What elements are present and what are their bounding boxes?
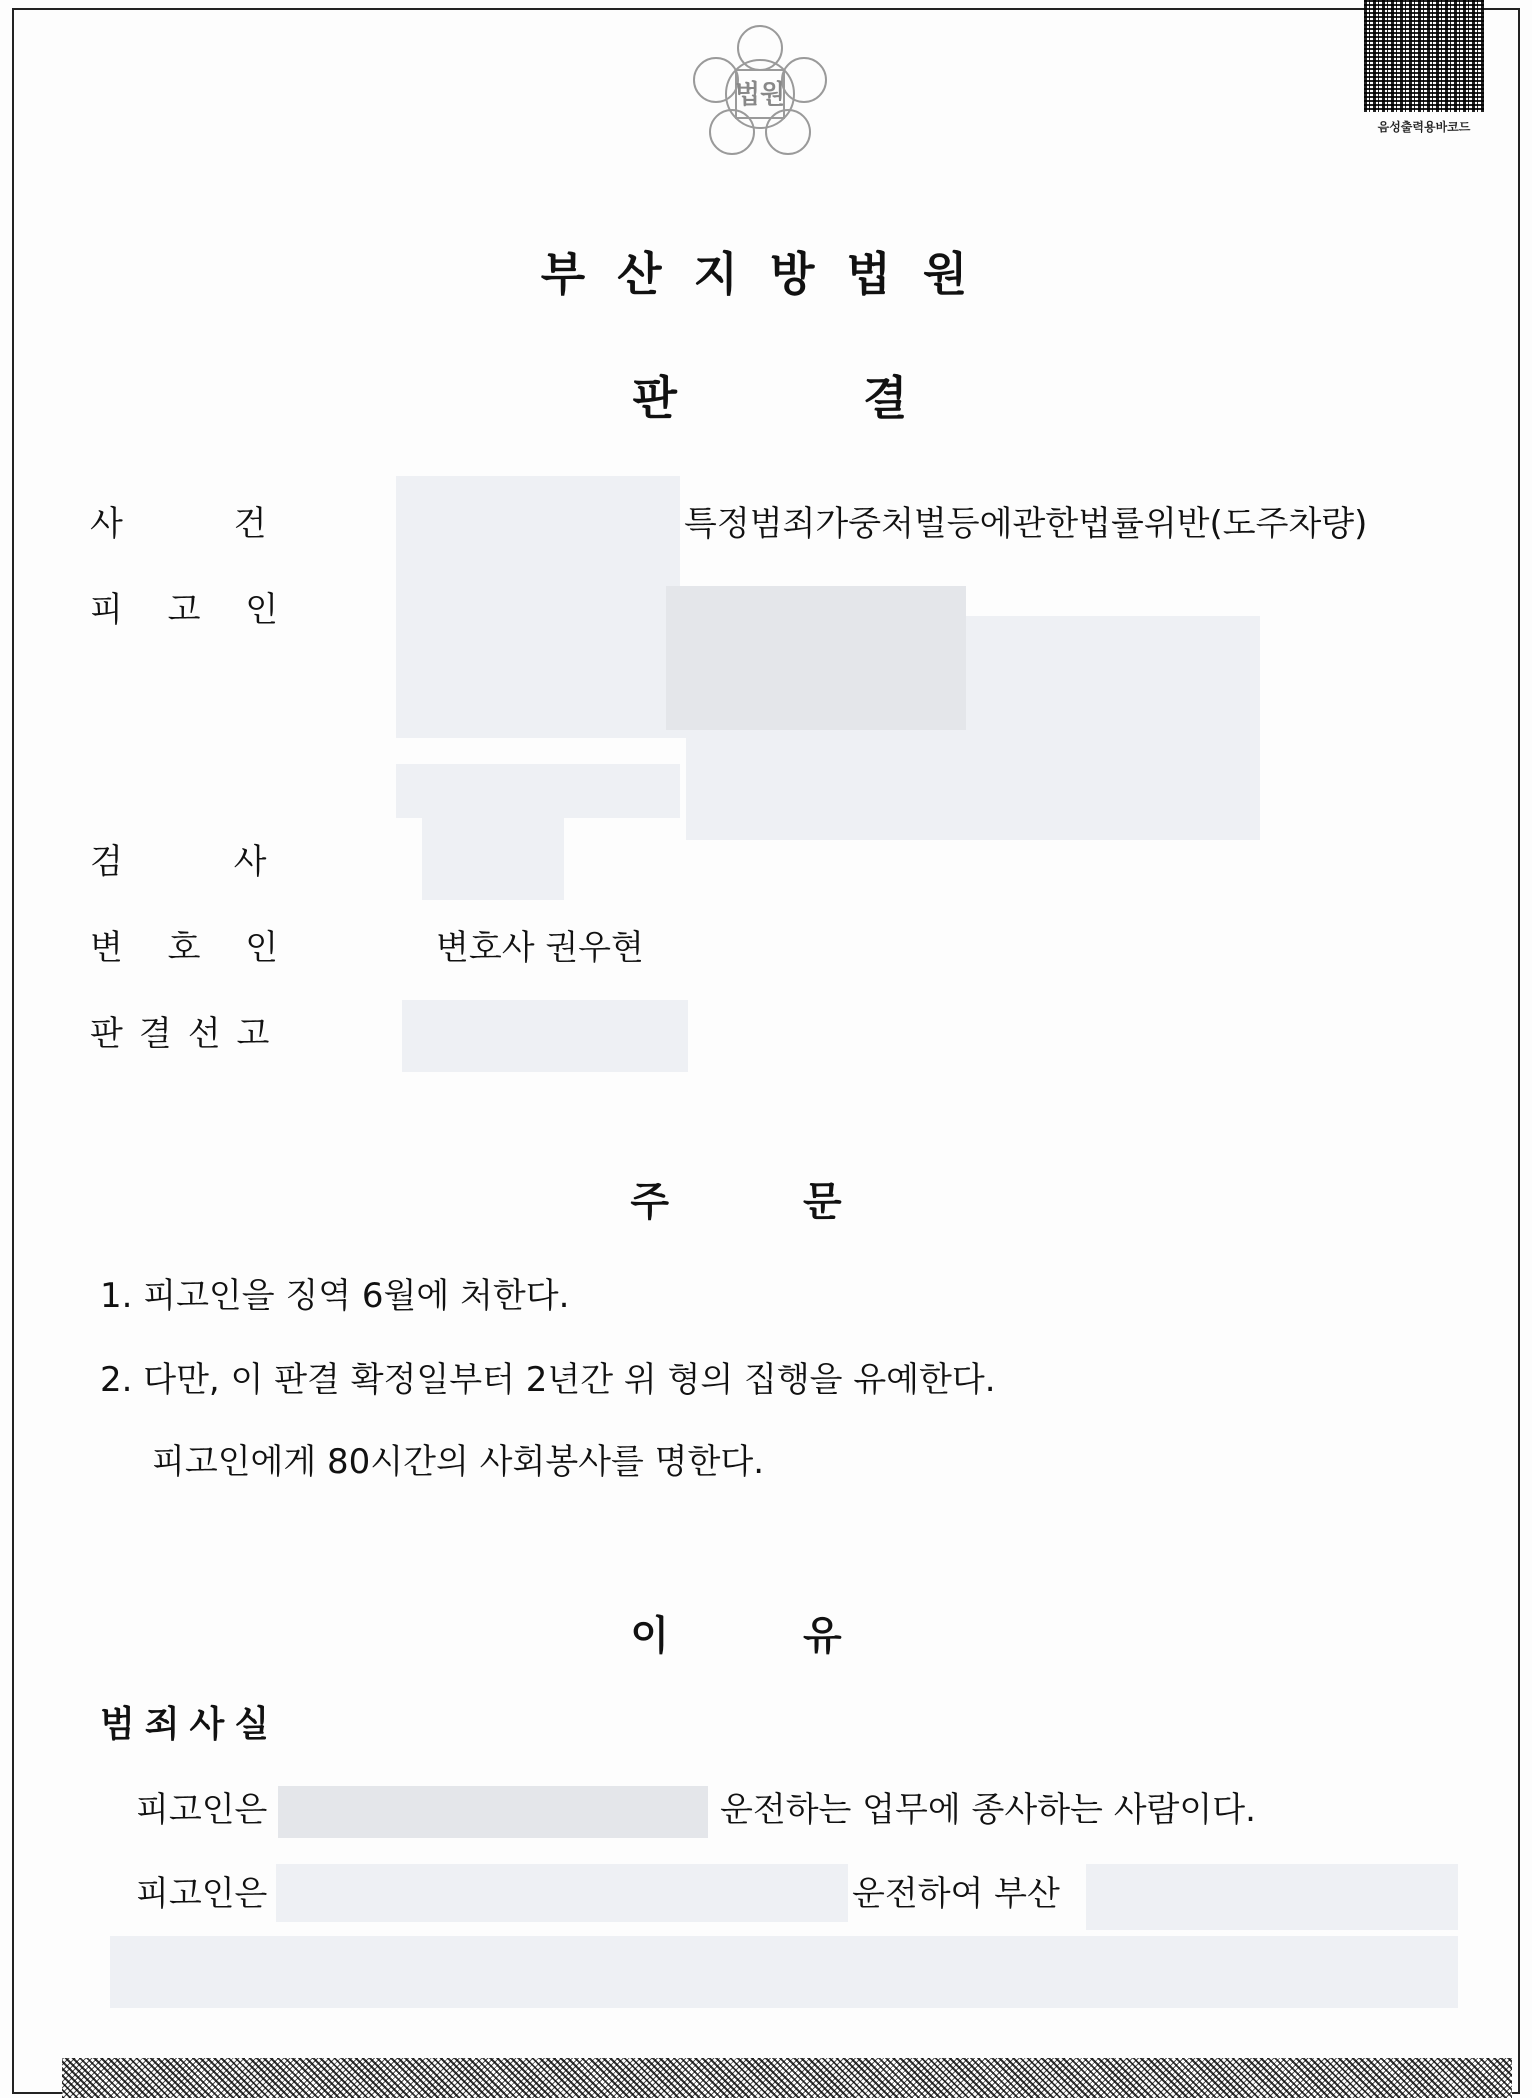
- court-seal-logo: [680, 14, 840, 174]
- document-title: 판 결: [632, 371, 908, 425]
- redacted-block: [396, 476, 680, 616]
- case-label: [90, 496, 290, 545]
- sentence-date-label: [90, 1006, 290, 1055]
- seal-lettering: 법원: [734, 80, 786, 110]
- case-label-text: 사 건: [90, 504, 267, 544]
- redacted-block: [278, 1786, 708, 1838]
- redacted-block: [422, 792, 564, 900]
- defendant-label: [90, 582, 290, 631]
- redacted-block: [110, 1936, 1458, 2008]
- facts-line-2-suffix: 운전하여 부산: [852, 1874, 1060, 1914]
- redacted-block: [402, 1000, 688, 1072]
- court-name: 부산지방법원: [540, 247, 1000, 301]
- facts-line-2-prefix: 피고인은: [136, 1874, 268, 1914]
- facts-line-1-prefix: 피고인은: [136, 1790, 268, 1830]
- attorney-value: 변호사 권우현: [436, 928, 644, 968]
- order-line-2: 2. 다만, 이 판결 확정일부터 2년간 위 형의 집행을 유예한다.: [100, 1360, 996, 1400]
- redacted-block: [1086, 1864, 1458, 1930]
- redacted-block: [666, 586, 966, 730]
- redacted-block: [276, 1864, 848, 1922]
- order-line-1: 1. 피고인을 징역 6월에 처한다.: [100, 1276, 570, 1316]
- redacted-block: [686, 734, 1260, 840]
- order-heading: 주 문: [630, 1179, 842, 1225]
- security-pattern-strip: [62, 2058, 1512, 2098]
- sentence-date-label-text: 판결선고: [90, 1014, 286, 1054]
- case-value: 특정범죄가중처벌등에관한법률위반(도주차량): [684, 504, 1368, 544]
- facts-line-1-suffix: 운전하는 업무에 종사하는 사람이다.: [720, 1790, 1256, 1830]
- prosecutor-label: [90, 834, 290, 883]
- defendant-label-text: 피 고 인: [90, 590, 279, 630]
- order-line-3: 피고인에게 80시간의 사회봉사를 명한다.: [152, 1442, 764, 1482]
- attorney-label-text: 변 호 인: [90, 928, 279, 968]
- barcode-caption: 음성출력용바코드: [1377, 120, 1471, 134]
- crimes-heading: 범죄사실: [100, 1704, 280, 1745]
- prosecutor-label-text: 검 사: [90, 842, 267, 882]
- attorney-label: [90, 920, 290, 969]
- barcode-icon: [1364, 0, 1484, 112]
- reasons-heading: 이 유: [630, 1613, 842, 1659]
